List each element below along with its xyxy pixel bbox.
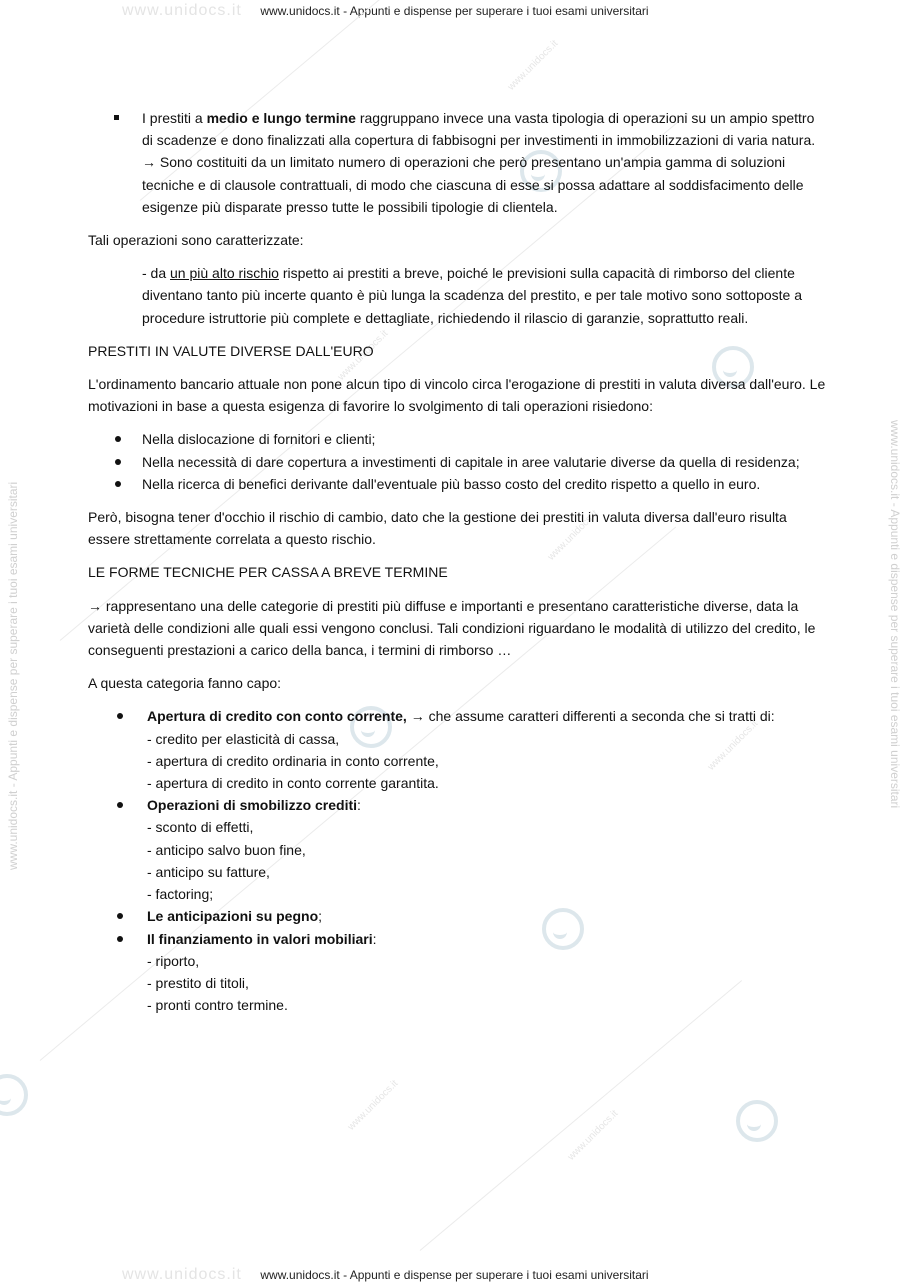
unidocs-logo-icon: [736, 1100, 778, 1142]
round-bullet-icon: [115, 459, 121, 465]
item-text: :: [372, 930, 377, 947]
list-item: [88, 428, 828, 450]
item-text: → che assume caratteri differenti a seconda che si tratti di:: [406, 708, 775, 725]
sub-item: - riporto,: [147, 952, 200, 969]
sub-item: - anticipo su fatture,: [147, 863, 270, 880]
round-bullet-icon: [117, 802, 123, 808]
round-bullet-icon: [115, 481, 121, 487]
diagonal-watermark-text: www.unidocs.it: [565, 1108, 621, 1163]
footer-watermark: www.unidocs.it - Appunti e dispense per superare i tuoi esami universitari: [260, 1268, 649, 1282]
list-item: [88, 107, 828, 218]
round-bullet-icon: [115, 436, 121, 442]
header-watermark: www.unidocs.it - Appunti e dispense per superare i tuoi esami universitari: [260, 4, 649, 18]
round-bullet-icon: [117, 713, 123, 719]
list-item: [88, 794, 828, 905]
bullet-text: raggruppano invece una vasta tipologia di operazioni su un ampio spettro di scadenze e dono finalizzati alla copertura di fabbisogni per investimenti in immobilizzazioni di varia natura. → Sono costituiti da un limitato numero di operazioni che però presentano un'ampia gamma di soluzioni tecniche e di clausole contrattuali, di modo che ciascuna di esse si possa adattare al soddisfacimento delle esigenze più disparate presso tutte le possibili tipologie di clientela.: [142, 110, 816, 215]
bullet-text-prefix: I prestiti a: [142, 110, 207, 126]
diagonal-watermark-text: www.unidocs.it: [505, 38, 561, 93]
sub-item: - sconto di effetti,: [147, 819, 254, 836]
list-item: [88, 473, 828, 495]
document-body: [88, 107, 828, 1016]
list-item: [88, 928, 828, 1017]
item-text: ;: [318, 908, 323, 925]
item-title: Apertura di credito con conto corrente,: [147, 708, 407, 725]
item-title: Le anticipazioni su pegno: [147, 908, 319, 925]
list-item-text: Nella dislocazione di fornitori e clienti;: [142, 431, 376, 448]
sub-item: - credito per elasticità di cassa,: [147, 730, 340, 747]
diagonal-watermark-text: www.unidocs.it: [345, 1078, 401, 1133]
sub-item: - apertura di credito in conto corrente garantita.: [147, 775, 439, 792]
technical-forms-list: [88, 705, 828, 1016]
faint-watermark-top: www.unidocs.it: [122, 2, 242, 19]
watermark-diagonal-line: [420, 980, 742, 1251]
right-side-watermark: www.unidocs.it - Appunti e dispense per superare i tuoi esami universitari: [888, 420, 902, 809]
sub-item: - factoring;: [147, 886, 214, 903]
unidocs-logo-icon: [0, 1074, 28, 1116]
round-bullet-icon: [117, 936, 123, 942]
item-text: :: [357, 797, 361, 814]
underlined-phrase: un più alto rischio: [170, 265, 279, 282]
higher-risk-point: [142, 262, 828, 329]
diagonal-watermark-text: www.unidocs.it: [545, 508, 601, 563]
category-lead: A questa categoria fanno capo:: [88, 675, 282, 692]
point-prefix: - da: [142, 265, 171, 282]
characteristics-intro: Tali operazioni sono caratterizzate:: [88, 232, 304, 249]
list-item-text: Nella necessità di dare copertura a investimenti di capitale in aree valutarie diverse da quella di residenza;: [142, 453, 800, 470]
square-bullet-icon: [114, 115, 119, 120]
point-text: rispetto ai prestiti a breve, poiché le previsioni sulla capacità di rimborso del cliente diventano tanto più incerte quanto è più lunga la scadenza del prestito, e per tale motivo sono sottoposte a procedure istruttorie più complete e dettagliate, richiedendo il rilascio di garanzie, soprattutto reali.: [142, 265, 802, 326]
bullet-bold-term: medio e lungo termine: [206, 110, 356, 126]
diagonal-watermark-text: www.unidocs.it: [705, 718, 761, 773]
item-title: Il finanziamento in valori mobiliari: [147, 930, 373, 947]
faint-watermark-bottom: www.unidocs.it: [122, 1266, 242, 1283]
short-term-intro: → rappresentano una delle categorie di prestiti più diffuse e importanti e presentano caratteristiche diverse, data la varietà delle condizioni alle quali essi vengono conclusi. Tali condizioni riguardano le modalità di utilizzo del credito, le conseguenti prestazioni a carico della banca, i termini di rimborso …: [88, 597, 816, 659]
sub-item: - prestito di titoli,: [147, 974, 249, 991]
diagonal-watermark-text: www.unidocs.it: [335, 328, 391, 383]
section-heading-short-term: LE FORME TECNICHE PER CASSA A BREVE TERMINE: [88, 564, 448, 581]
section-heading-foreign-currency: PRESTITI IN VALUTE DIVERSE DALL'EURO: [88, 342, 374, 359]
sub-item: - pronti contro termine.: [147, 997, 288, 1014]
round-bullet-icon: [117, 913, 123, 919]
list-item-text: Nella ricerca di benefici derivante dall'eventuale più basso costo del credito rispetto a quello in euro.: [142, 475, 761, 492]
foreign-currency-intro: L'ordinamento bancario attuale non pone alcun tipo di vincolo circa l'erogazione di prestiti in valuta diversa dall'euro. Le motivazioni in base a questa esigenza di favorire lo svolgimento di tali operazioni risiedono:: [88, 376, 826, 415]
exchange-risk-paragraph: Però, bisogna tener d'occhio il rischio di cambio, dato che la gestione dei prestiti in valuta diversa dall'euro risulta essere strettamente correlata a questo rischio.: [88, 509, 787, 548]
sub-item: - anticipo salvo buon fine,: [147, 841, 306, 858]
motivations-list: [88, 428, 828, 495]
sub-item: - apertura di credito ordinaria in conto corrente,: [147, 752, 439, 769]
item-title: Operazioni di smobilizzo crediti: [147, 797, 358, 814]
list-item: [88, 905, 828, 927]
medium-long-term-list: [88, 107, 828, 218]
list-item: [88, 451, 828, 473]
left-side-watermark: www.unidocs.it - Appunti e dispense per superare i tuoi esami universitari: [6, 481, 20, 870]
list-item: [88, 705, 828, 794]
